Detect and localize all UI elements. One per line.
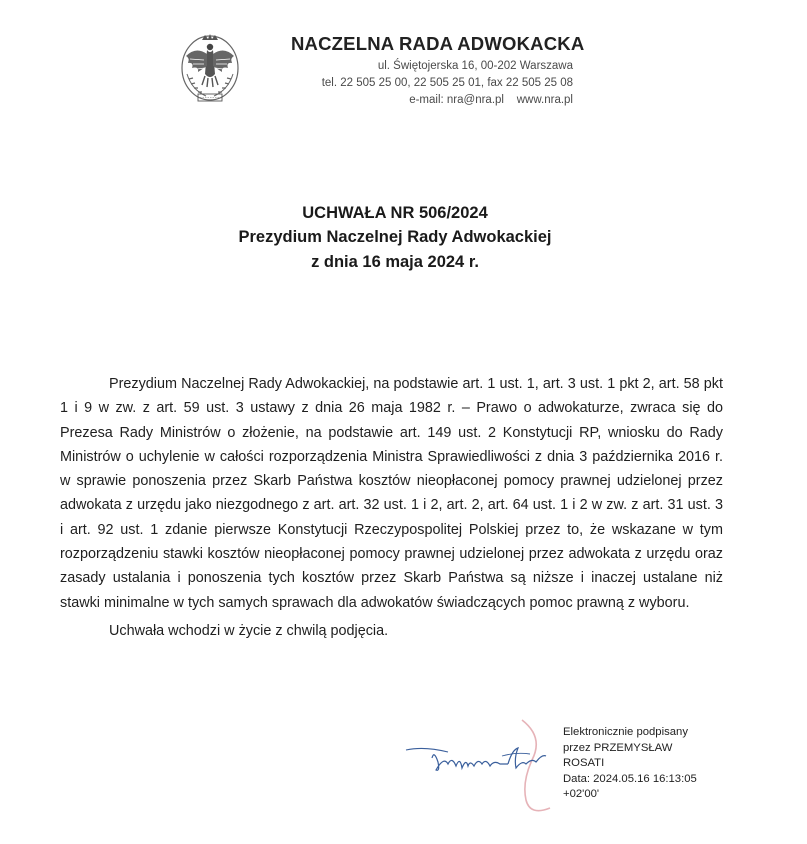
resolution-number: UCHWAŁA NR 506/2024 — [302, 204, 488, 222]
resolution-date: z dnia 16 maja 2024 r. — [311, 253, 479, 271]
contact-text: e-mail: nra@nra.pl www.nra.pl — [409, 94, 573, 106]
nra-emblem-icon — [178, 30, 242, 110]
paragraph-main: Prezydium Naczelnej Rady Adwokackiej, na podstawie art. 1 ust. 1, art. 3 ust. 1 pkt 2, art. 58 pkt 1 i 9 w zw. z art. 59 ust. 3 ustawy z dnia 26 maja 1982 r. – Prawo o adwokaturze, zwraca się do Prezesa Rady Ministrów o złożenie, na podstawie art. 149 ust. 2 Konstytucji RP, wniosku do Rady Ministrów o uchylenie w całości rozporządzenia Ministra Sprawiedliwości z dnia 3 października 2016 r. w sprawie ponoszenia przez Skarb Państwa kosztów nieopłaconej pomocy prawnej udzielonej przez adwokata z urzędu jako niezgodnego z art. art. 32 ust. 1 i 2, art. 2, art. 64 ust. 1 i 2 w zw. z art. 31 ust. 3 i art. 92 ust. 1 zdanie pierwsze Konstytucji Rzeczypospolitej Polskiej przez to, że wskazane w tym rozporządzeniu stawki kosztów nieopłaconej pomocy prawnej udzielonej przez adwokata z urzędu oraz zasady ustalania i ponoszenia tych kosztów przez Skarb Państwa są niższe i inaczej ustalane niż stawki minimalne w tych samych sprawach dla adwokatów świadczących pomoc prawną z wyboru. — [60, 376, 723, 611]
paragraph-effective: Uchwała wchodzi w życie z chwilą podjęcia. — [109, 622, 389, 639]
organization-phone: tel. 22 505 25 00, 22 505 25 01, fax 22 505 25 08 — [321, 77, 573, 89]
organization-name: NACZELNA RADA ADWOKACKA — [291, 33, 585, 54]
organization-address: ul. Świętojerska 16, 00-202 Warszawa — [377, 60, 573, 72]
resolution-body: Prezydium Naczelnej Rady Adwokackiej — [238, 228, 552, 246]
handwritten-signature — [404, 712, 564, 822]
resolution-text — [60, 372, 723, 643]
organization-contact — [409, 94, 573, 106]
digital-signature-info: Elektronicznie podpisany przez PRZEMYSŁAW ROSATI Data: 2024.05.16 16:13:05 +02'00' — [563, 726, 697, 801]
